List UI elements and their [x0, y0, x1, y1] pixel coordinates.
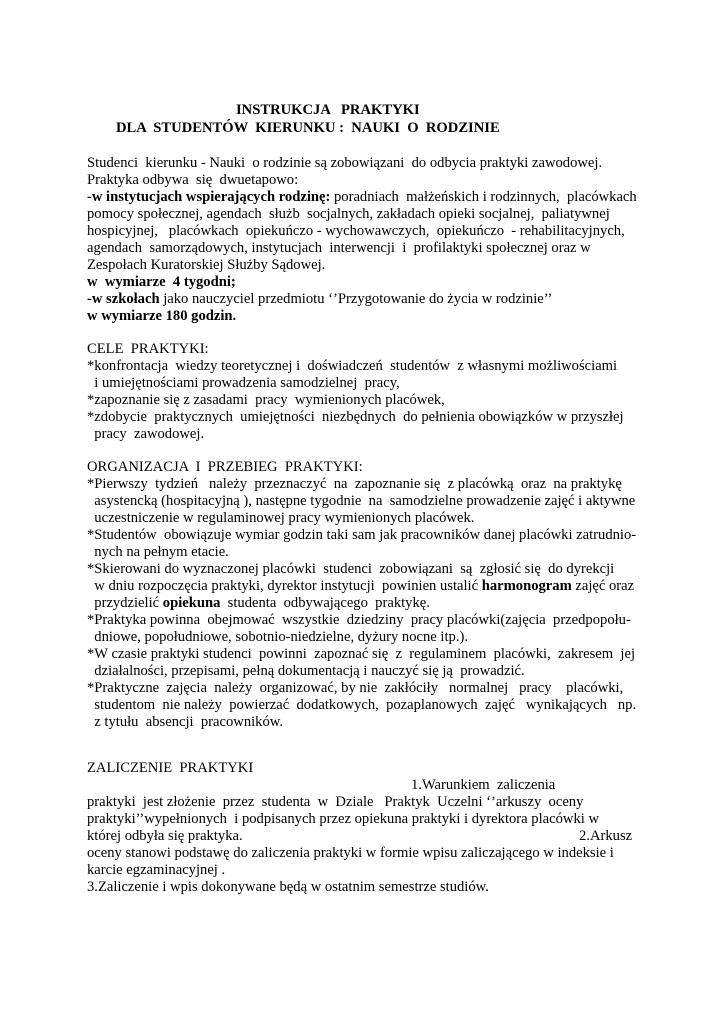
organizacja-line: studentom nie należy powierzać dodatkowych, pozaplanowych zajęć wynikających np.: [87, 697, 637, 713]
bold-phrase: -w szkołach: [87, 291, 160, 307]
text-span: przydzielić: [87, 595, 163, 611]
zaliczenie-line: 3.Zaliczenie i wpis dokonywane będą w ostatnim semestrze studiów.: [87, 879, 489, 895]
document-title-line-2: DLA STUDENTÓW KIERUNKU : NAUKI O RODZINIE: [116, 120, 500, 136]
text-span: zajęć oraz: [571, 578, 635, 594]
organizacja-line: uczestniczenie w regulaminowej pracy wymienionych placówek.: [87, 510, 475, 526]
bold-phrase: -w instytucjach wspierających rodzinę:: [87, 189, 331, 205]
organizacja-line: *Skierowani do wyznaczonej placówki studenci zobowiązani są zgłosić się do dyrekcji: [87, 561, 615, 577]
organizacja-line: *W czasie praktyki studenci powinni zapoznać się z regulaminem placówki, zakresem jej: [87, 646, 636, 662]
text-span: w dniu rozpoczęcia praktyki, dyrektor instytucji powinien ustalić: [87, 578, 482, 594]
text-span: poradniach małżeńskich i rodzinnych, placówkach: [330, 189, 637, 205]
section-heading-zaliczenie: ZALICZENIE PRAKTYKI: [87, 760, 254, 776]
zaliczenie-line: oceny stanowi podstawę do zaliczenia praktyki w formie wpisu zaliczającego w indeksie i: [87, 845, 614, 861]
intro-line: hospicyjnej, placówkach opiekuńczo - wychowawczych, opiekuńczo - rehabilitacyjnych,: [87, 223, 625, 239]
organizacja-line: *Studentów obowiązuje wymiar godzin taki sam jak pracowników danej placówki zatrudnio-: [87, 527, 637, 543]
zaliczenie-line: karcie egzaminacyjnej .: [87, 862, 226, 878]
document-title-line-1: INSTRUKCJA PRAKTYKI: [236, 102, 420, 118]
cele-line: *konfrontacja wiedzy teoretycznej i doświadczeń studentów z własnymi możliwościami: [87, 358, 618, 374]
organizacja-line: nych na pełnym etacie.: [87, 544, 229, 560]
cele-line: *zapoznanie się z zasadami pracy wymienionych placówek,: [87, 392, 445, 408]
organizacja-line: *Praktyka powinna obejmować wszystkie dziedziny pracy placówki(zajęcia przedpopołu-: [87, 612, 631, 628]
intro-line: Praktyka odbywa się dwuetapowo:: [87, 172, 299, 188]
intro-line: [87, 291, 552, 308]
cele-line: i umiejętnościami prowadzenia samodzielnej pracy,: [87, 375, 400, 391]
organizacja-line: działalności, przepisami, pełną dokumentacją i nauczyć się ją prowadzić.: [87, 663, 525, 679]
organizacja-line: *Pierwszy tydzień należy przeznaczyć na zapoznanie się z placówką oraz na praktykę: [87, 476, 622, 492]
text-span: studenta odbywającego praktykę.: [220, 595, 430, 611]
zaliczenie-line: praktyki jest złożenie przez studenta w Dziale Praktyk Uczelni ‘’arkuszy oceny: [87, 794, 584, 810]
cele-line: *zdobycie praktycznych umiejętności niezbędnych do pełnienia obowiązków w przyszłej: [87, 409, 624, 425]
intro-line: [87, 189, 637, 206]
organizacja-line: [87, 578, 634, 595]
zaliczenie-line: praktyki’’wypełnionych i podpisanych przez opiekuna praktyki i dyrektora placówki w: [87, 811, 599, 827]
text-span: jako nauczyciel przedmiotu ‘’Przygotowanie do życia w rodzinie’’: [159, 291, 553, 307]
intro-line-bold: w wymiarze 4 tygodni;: [87, 274, 236, 290]
intro-line: Studenci kierunku - Nauki o rodzinie są zobowiązani do odbycia praktyki zawodowej.: [87, 155, 603, 171]
bold-phrase: harmonogram: [481, 578, 572, 594]
organizacja-line: *Praktyczne zajęcia należy organizować, by nie zakłóciły normalnej pracy placówki,: [87, 680, 624, 696]
organizacja-line: [87, 595, 430, 612]
zaliczenie-line: 1.Warunkiem zaliczenia: [411, 777, 556, 793]
organizacja-line: asystencką (hospitacyjną ), następne tygodnie na samodzielne prowadzenie zajęć i aktywne: [87, 493, 636, 509]
section-heading-organizacja: ORGANIZACJA I PRZEBIEG PRAKTYKI:: [87, 459, 363, 475]
section-heading-cele: CELE PRAKTYKI:: [87, 341, 209, 357]
bold-phrase: opiekuna: [162, 595, 221, 611]
intro-line-bold: w wymiarze 180 godzin.: [87, 308, 237, 324]
zaliczenie-line: 2.Arkusz: [579, 828, 633, 844]
intro-line: Zespołach Kuratorskiej Służby Sądowej.: [87, 257, 326, 273]
zaliczenie-line: której odbyła się praktyka.: [87, 828, 243, 844]
organizacja-line: z tytułu absencji pracowników.: [87, 714, 284, 730]
intro-line: pomocy społecznej, agendach służb socjalnych, zakładach opieki socjalnej, paliatywnej: [87, 206, 610, 222]
cele-line: pracy zawodowej.: [87, 426, 205, 442]
organizacja-line: dniowe, popołudniowe, sobotnio-niedzielne, dyżury nocne itp.).: [87, 629, 468, 645]
intro-line: agendach samorządowych, instytucjach interwencji i profilaktyki społecznej oraz w: [87, 240, 591, 256]
